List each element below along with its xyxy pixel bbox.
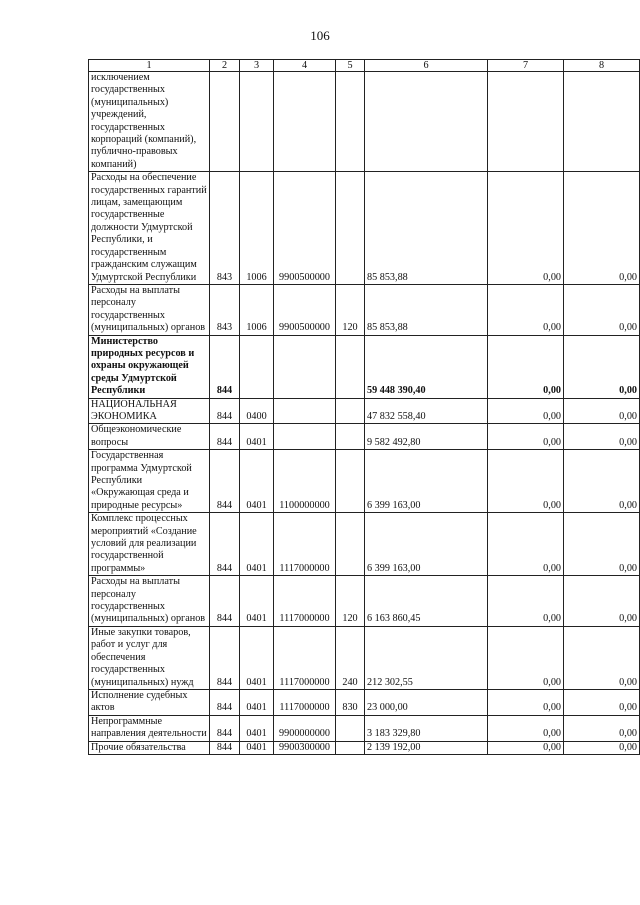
cell-ministry-code: 844 (210, 576, 240, 627)
cell-ministry-code: 844 (210, 715, 240, 741)
cell-target-code: 1117000000 (274, 576, 336, 627)
cell-amount: 6 163 860,45 (365, 576, 488, 627)
cell-amount-3 (564, 72, 640, 172)
cell-section-code: 1006 (240, 284, 274, 335)
cell-amount-2: 0,00 (488, 424, 564, 450)
cell-section-code: 0401 (240, 576, 274, 627)
column-header: 5 (336, 60, 365, 72)
cell-name: Расходы на выплаты персоналу государственных (муниципальных) органов (89, 284, 210, 335)
budget-table (88, 59, 640, 755)
cell-amount: 85 853,88 (365, 172, 488, 285)
cell-expense-type: 120 (336, 576, 365, 627)
cell-name: Иные закупки товаров, работ и услуг для обеспечения государственных (муниципальных) нужд (89, 626, 210, 689)
cell-ministry-code: 843 (210, 284, 240, 335)
cell-expense-type: 240 (336, 626, 365, 689)
cell-amount: 23 000,00 (365, 689, 488, 715)
cell-section-code: 0400 (240, 398, 274, 424)
table-row (89, 398, 640, 424)
cell-expense-type (336, 335, 365, 398)
cell-amount-2: 0,00 (488, 576, 564, 627)
table-row (89, 424, 640, 450)
column-header: 2 (210, 60, 240, 72)
cell-name: Расходы на обеспечение государственных гарантий лицам, замещающим государственные должности Удмуртской Республики, и государственным гражданским служащим Удмуртской Республики (89, 172, 210, 285)
cell-amount-3: 0,00 (564, 626, 640, 689)
table-row (89, 335, 640, 398)
cell-amount-2: 0,00 (488, 715, 564, 741)
column-header: 8 (564, 60, 640, 72)
table-row (89, 741, 640, 754)
cell-name: Государственная программа Удмуртской Республики «Окружающая среда и природные ресурсы» (89, 450, 210, 513)
cell-amount-2: 0,00 (488, 626, 564, 689)
cell-amount-3: 0,00 (564, 576, 640, 627)
cell-amount-2: 0,00 (488, 335, 564, 398)
cell-ministry-code: 844 (210, 741, 240, 754)
cell-target-code: 1117000000 (274, 626, 336, 689)
cell-name: НАЦИОНАЛЬНАЯ ЭКОНОМИКА (89, 398, 210, 424)
cell-amount-3: 0,00 (564, 689, 640, 715)
cell-name: Расходы на выплаты персоналу государственных (муниципальных) органов (89, 576, 210, 627)
cell-amount: 9 582 492,80 (365, 424, 488, 450)
cell-amount: 212 302,55 (365, 626, 488, 689)
cell-target-code: 1100000000 (274, 450, 336, 513)
cell-section-code: 0401 (240, 424, 274, 450)
cell-amount-3: 0,00 (564, 335, 640, 398)
cell-expense-type (336, 398, 365, 424)
cell-expense-type (336, 172, 365, 285)
cell-expense-type (336, 715, 365, 741)
cell-amount: 47 832 558,40 (365, 398, 488, 424)
cell-target-code (274, 335, 336, 398)
column-header: 7 (488, 60, 564, 72)
column-header: 4 (274, 60, 336, 72)
cell-target-code: 9900000000 (274, 715, 336, 741)
cell-expense-type: 830 (336, 689, 365, 715)
cell-amount-2: 0,00 (488, 398, 564, 424)
cell-section-code: 1006 (240, 172, 274, 285)
cell-amount-3: 0,00 (564, 513, 640, 576)
cell-amount-2: 0,00 (488, 284, 564, 335)
cell-section-code (240, 72, 274, 172)
cell-expense-type (336, 424, 365, 450)
cell-name: Прочие обязательства (89, 741, 210, 754)
cell-name: Комплекс процессных мероприятий «Создание условий для реализации государственной программы» (89, 513, 210, 576)
cell-ministry-code: 844 (210, 450, 240, 513)
column-header: 3 (240, 60, 274, 72)
table-row (89, 284, 640, 335)
cell-target-code (274, 72, 336, 172)
cell-amount-3: 0,00 (564, 284, 640, 335)
cell-amount-3: 0,00 (564, 450, 640, 513)
page-number: 106 (310, 28, 330, 43)
table-row (89, 172, 640, 285)
cell-section-code: 0401 (240, 626, 274, 689)
cell-ministry-code: 843 (210, 172, 240, 285)
cell-amount-3: 0,00 (564, 424, 640, 450)
cell-amount-3: 0,00 (564, 172, 640, 285)
cell-amount: 3 183 329,80 (365, 715, 488, 741)
cell-ministry-code: 844 (210, 335, 240, 398)
cell-ministry-code: 844 (210, 424, 240, 450)
cell-name: исключением государственных (муниципальных) учреждений, государственных корпораций (компаний), публично-правовых компаний) (89, 72, 210, 172)
cell-amount-2: 0,00 (488, 450, 564, 513)
cell-section-code: 0401 (240, 715, 274, 741)
table-row (89, 715, 640, 741)
table-row (89, 72, 640, 172)
cell-ministry-code (210, 72, 240, 172)
cell-expense-type: 120 (336, 284, 365, 335)
cell-ministry-code: 844 (210, 398, 240, 424)
cell-amount: 59 448 390,40 (365, 335, 488, 398)
cell-name: Министерство природных ресурсов и охраны окружающей среды Удмуртской Республики (89, 335, 210, 398)
cell-ministry-code: 844 (210, 689, 240, 715)
column-header: 1 (89, 60, 210, 72)
cell-section-code: 0401 (240, 689, 274, 715)
cell-amount (365, 72, 488, 172)
cell-amount-2: 0,00 (488, 689, 564, 715)
cell-expense-type (336, 72, 365, 172)
table-row (89, 513, 640, 576)
table-row (89, 689, 640, 715)
cell-ministry-code: 844 (210, 513, 240, 576)
cell-expense-type (336, 450, 365, 513)
cell-section-code: 0401 (240, 741, 274, 754)
cell-name: Непрограммные направления деятельности (89, 715, 210, 741)
cell-target-code (274, 424, 336, 450)
cell-target-code: 1117000000 (274, 513, 336, 576)
cell-amount-2 (488, 72, 564, 172)
table-row (89, 626, 640, 689)
cell-amount-3: 0,00 (564, 741, 640, 754)
cell-amount-2: 0,00 (488, 513, 564, 576)
cell-amount: 85 853,88 (365, 284, 488, 335)
cell-target-code: 9900500000 (274, 284, 336, 335)
column-header: 6 (365, 60, 488, 72)
cell-section-code: 0401 (240, 450, 274, 513)
cell-target-code: 9900300000 (274, 741, 336, 754)
cell-amount-2: 0,00 (488, 741, 564, 754)
cell-amount-3: 0,00 (564, 715, 640, 741)
cell-target-code: 1117000000 (274, 689, 336, 715)
cell-amount: 2 139 192,00 (365, 741, 488, 754)
cell-amount-3: 0,00 (564, 398, 640, 424)
cell-amount: 6 399 163,00 (365, 450, 488, 513)
cell-amount-2: 0,00 (488, 172, 564, 285)
header-row (89, 60, 640, 72)
cell-ministry-code: 844 (210, 626, 240, 689)
cell-section-code: 0401 (240, 513, 274, 576)
cell-amount: 6 399 163,00 (365, 513, 488, 576)
cell-expense-type (336, 741, 365, 754)
cell-section-code (240, 335, 274, 398)
cell-name: Общеэкономические вопросы (89, 424, 210, 450)
table-row (89, 450, 640, 513)
cell-target-code: 9900500000 (274, 172, 336, 285)
cell-name: Исполнение судебных актов (89, 689, 210, 715)
cell-expense-type (336, 513, 365, 576)
cell-target-code (274, 398, 336, 424)
table-row (89, 576, 640, 627)
